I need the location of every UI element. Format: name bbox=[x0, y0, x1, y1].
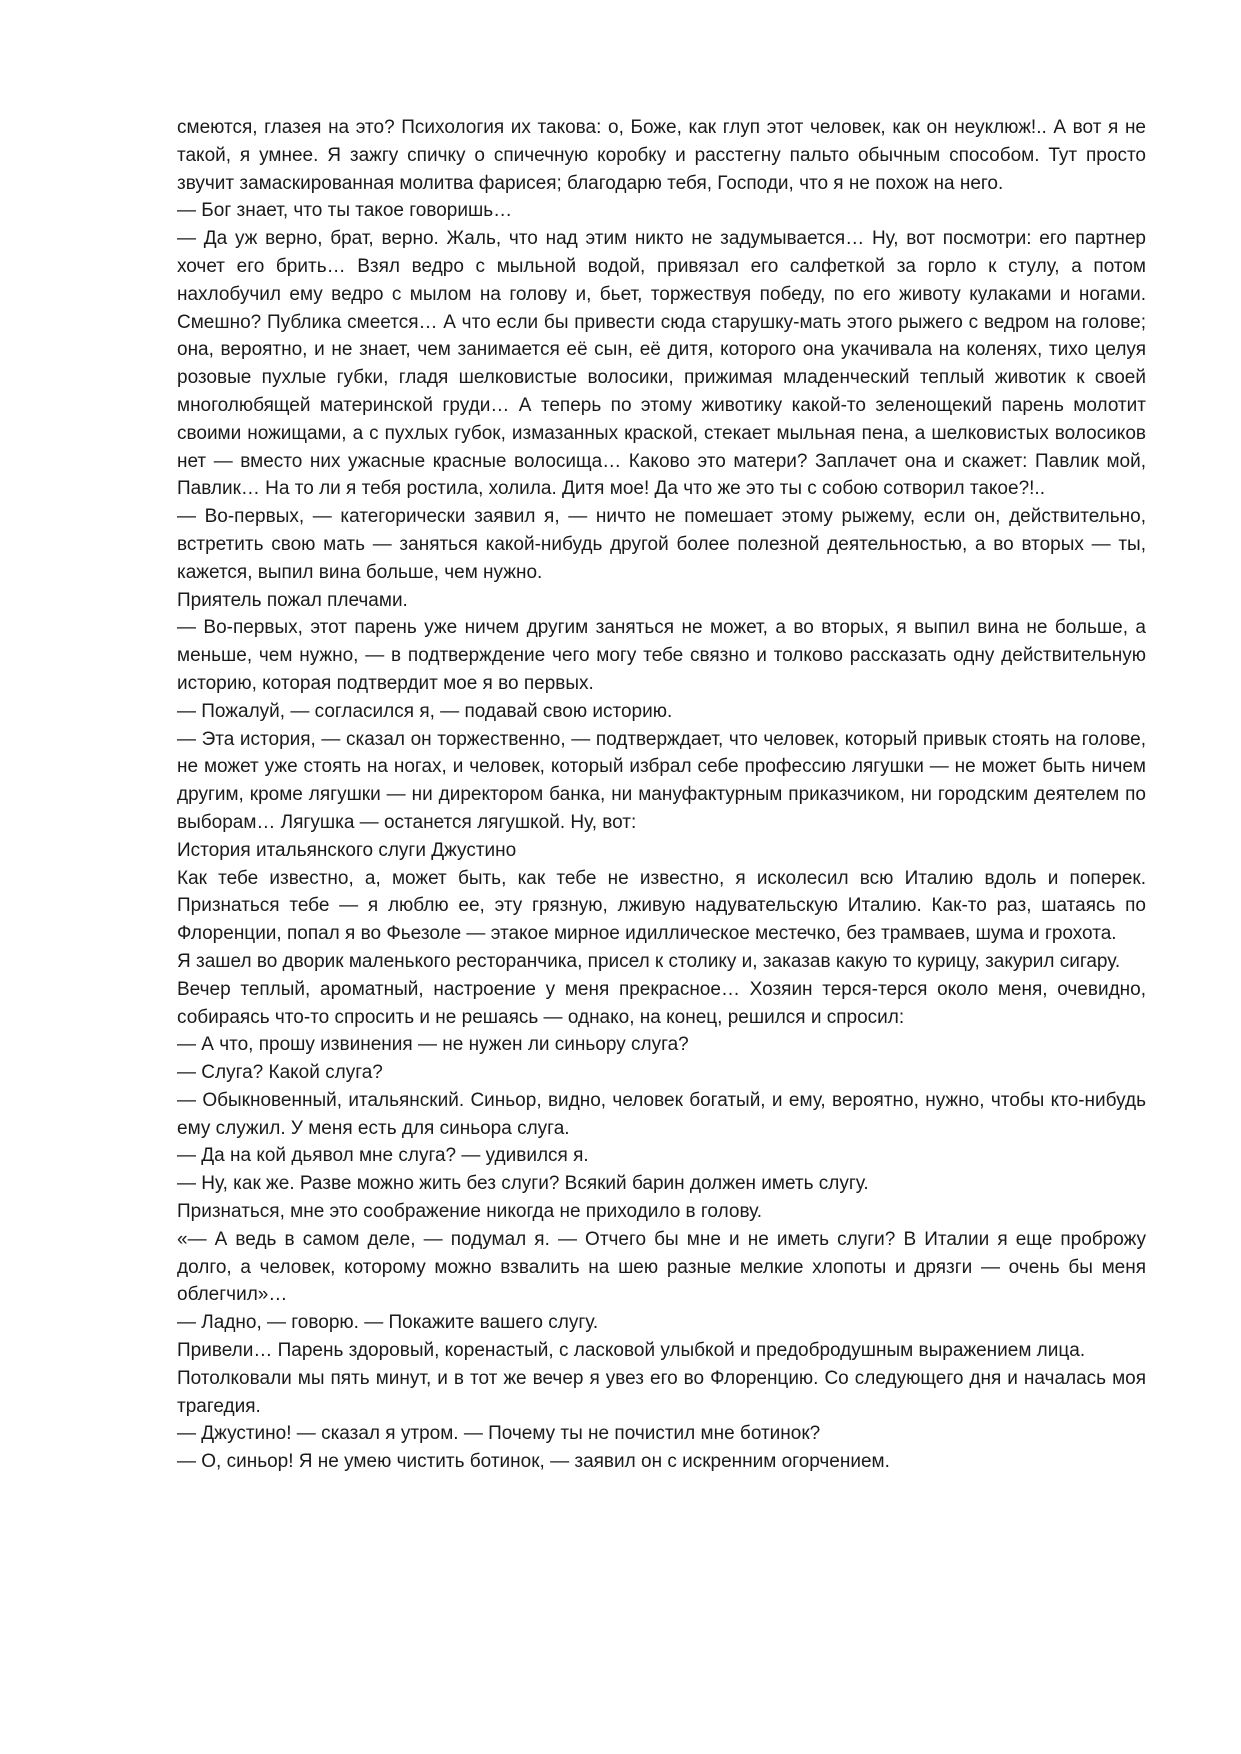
paragraph: смеются, глазея на это? Психология их такова: о, Боже, как глуп этот человек, как он неуклюж!.. А вот я не такой, я умнее. Я зажгу спичку о спичечную коробку и расстегну пальто обычным способом. Тут просто звучит замаскированная молитва фарисея; благодарю тебя, Господи, что я не похож на него. bbox=[177, 117, 1146, 194]
paragraph: Привели… Парень здоровый, коренастый, с ласковой улыбкой и предобродушным выражением лица. bbox=[177, 1340, 1086, 1362]
paragraph: — Да уж верно, брат, верно. Жаль, что над этим никто не задумывается… Ну, вот посмотри: его партнер хочет его брить… Взял ведро с мыльной водой, привязал его салфеткой за горло к стулу, а потом нахлобучил ему ведро с мылом на голову и, бьет, торжествуя победу, по его животу кулаками и ногами. Смешно? Публика смеется… А что если бы привести сюда старушку-мать этого рыжего с ведром на голове; она, вероятно, и не знает, чем занимается её сын, её дитя, которого она укачивала на коленях, тихо целуя розовые пухлые губки, гладя шелковистые волосики, прижимая младенческий теплый животик к своей многолюбящей материнской груди… А теперь по этому животику какой-то зеленощекий парень молотит своими ножищами, а с пухлых губок, измазанных краской, стекает мыльная пена, а шелковистых волосиков нет — вместо них ужасные красные волосища… Каково это матери? Заплачет она и скажет: Павлик мой, Павлик… На то ли я тебя ростила, холила. Дитя мое! Да что же это ты с собою сотворил такое?!.. bbox=[177, 228, 1146, 500]
paragraph: Потолковали мы пять минут, и в тот же вечер я увез его во Флоренцию. Со следующего дня и началась моя трагедия. bbox=[177, 1367, 1146, 1417]
paragraph: Приятель пожал плечами. bbox=[177, 589, 408, 611]
paragraph: — Во-первых, этот парень уже ничем другим заняться не может, а во вторых, я выпил вина не больше, а меньше, чем нужно, — в подтверждение чего могу тебе связно и толково рассказать одну действительную историю, которая подтвердит мое я во первых. bbox=[177, 617, 1146, 694]
paragraph: — А что, прошу извинения — не нужен ли синьору слуга? bbox=[177, 1034, 689, 1056]
document-page bbox=[177, 114, 1146, 1476]
paragraph: Вечер теплый, ароматный, настроение у меня прекрасное… Хозяин терся-терся около меня, очевидно, собираясь что-то спросить и не решаясь — однако, на конец, решился и спросил: bbox=[177, 978, 1146, 1028]
paragraph: — Ладно, — говорю. — Покажите вашего слугу. bbox=[177, 1312, 599, 1334]
paragraph: — Джустино! — сказал я утром. — Почему ты не почистил мне ботинок? bbox=[177, 1423, 821, 1445]
paragraph: Как тебе известно, а, может быть, как тебе не известно, я исколесил всю Италию вдоль и поперек. Признаться тебе — я люблю ее, эту грязную, лживую надувательскую Италию. Как-то раз, шатаясь по Флоренции, попал я во Фьезоле — этакое мирное идиллическое местечко, без трамваев, шума и грохота. bbox=[177, 867, 1146, 945]
paragraph: — О, синьор! Я не умею чистить ботинок, — заявил он с искренним огорчением. bbox=[177, 1451, 890, 1473]
paragraph: — Бог знает, что ты такое говоришь… bbox=[177, 200, 513, 222]
paragraph: — Да на кой дьявол мне слуга? — удивился я. bbox=[177, 1145, 589, 1167]
paragraph: — Эта история, — сказал он торжественно, — подтверждает, что человек, который привык стоять на голове, не может уже стоять на ногах, и человек, который избрал себе профессию лягушки — не может быть ничем другим, кроме лягушки — ни директором банка, ни мануфактурным приказчиком, ни городским деятелем по выборам… Лягушка — останется лягушкой. Ну, вот: bbox=[177, 728, 1146, 833]
paragraph: — Пожалуй, — согласился я, — подавай свою историю. bbox=[177, 700, 673, 722]
paragraph: Признаться, мне это соображение никогда не приходило в голову. bbox=[177, 1201, 762, 1223]
story-title: История итальянского слуги Джустино bbox=[177, 839, 517, 861]
paragraph: — Обыкновенный, итальянский. Синьор, видно, человек богатый, и ему, вероятно, нужно, чтобы кто-нибудь ему служил. У меня есть для синьора слуга. bbox=[177, 1089, 1146, 1139]
paragraph: Я зашел во дворик маленького ресторанчика, присел к столику и, заказав какую то курицу, закурил сигару. bbox=[177, 950, 1121, 972]
paragraph: — Во-первых, — категорически заявил я, — ничто не помешает этому рыжему, если он, действительно, встретить свою мать — заняться какой-нибудь другой более полезной деятельностью, а во вторых — ты, кажется, выпил вина больше, чем нужно. bbox=[177, 506, 1146, 583]
paragraph: «— А ведь в самом деле, — подумал я. — Отчего бы мне и не иметь слуги? В Италии я еще проброжу долго, а человек, которому можно взвалить на шею разные мелкие хлопоты и дрязги — очень бы меня облегчил»… bbox=[177, 1228, 1146, 1306]
paragraph: — Слуга? Какой слуга? bbox=[177, 1062, 383, 1084]
paragraph: — Ну, как же. Разве можно жить без слуги? Всякий барин должен иметь слугу. bbox=[177, 1173, 869, 1195]
